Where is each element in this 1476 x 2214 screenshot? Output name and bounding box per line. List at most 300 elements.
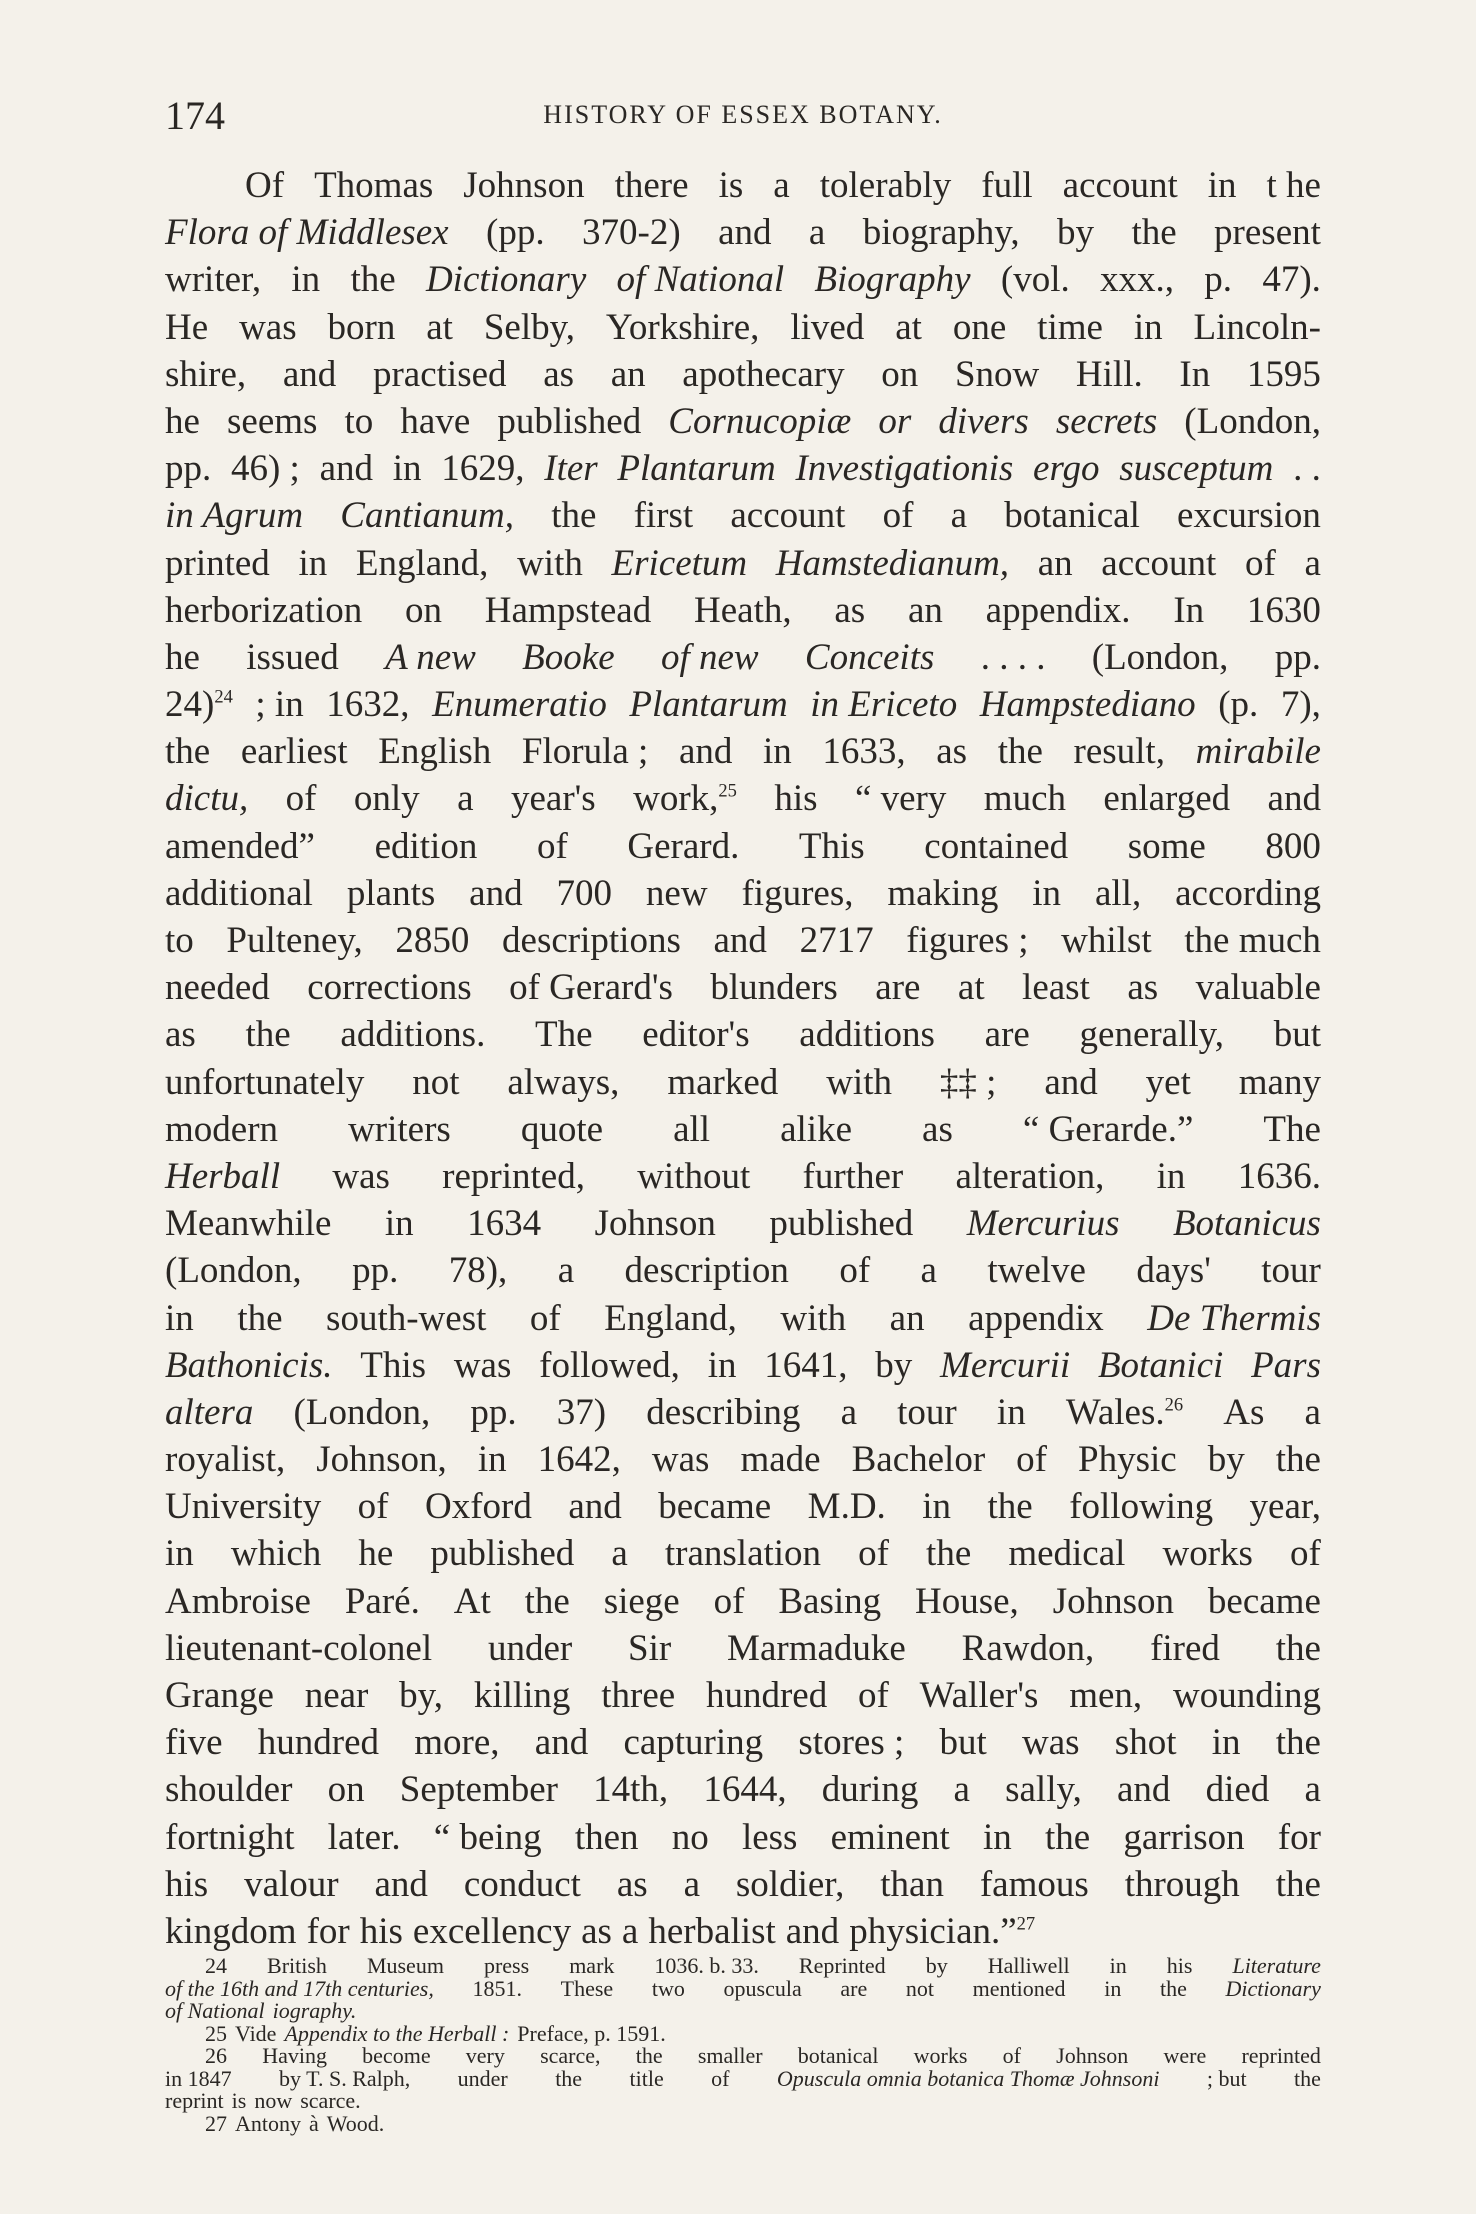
word: . . . .: [980, 636, 1046, 678]
word: during: [821, 1769, 919, 1811]
text-line: [165, 775, 1321, 822]
word: have: [400, 400, 471, 442]
word: in Ericeto: [810, 684, 958, 726]
word: blunders: [710, 967, 838, 1009]
word: September: [399, 1769, 558, 1811]
word: Botanicus: [1172, 1203, 1321, 1245]
word: secrets: [1055, 400, 1158, 442]
word: of: [882, 495, 914, 537]
word: Sir: [628, 1627, 672, 1669]
word: near: [304, 1675, 369, 1716]
footnote-word: the: [555, 2065, 583, 2091]
running-title: HISTORY OF ESSEX BOTANY.: [543, 100, 943, 129]
word: always,: [507, 1061, 620, 1103]
text-line: [165, 492, 1321, 539]
word: susceptum: [1119, 448, 1274, 490]
word: the much: [1184, 920, 1321, 961]
word: conduct: [463, 1863, 581, 1905]
word: alike: [780, 1108, 852, 1150]
word: earliest: [240, 731, 348, 773]
word: later.: [327, 1816, 401, 1858]
word: a: [557, 1250, 575, 1292]
word: an: [889, 1297, 925, 1339]
word: 2850: [395, 920, 470, 961]
word: by: [875, 1344, 913, 1386]
word: plants: [346, 872, 436, 914]
word: Johnson: [463, 165, 585, 206]
word: full: [981, 165, 1033, 206]
word: capturing: [623, 1722, 764, 1764]
text-line: [165, 1153, 1321, 1200]
footnote-word: two: [651, 1975, 685, 2001]
text-line: [165, 1389, 1321, 1436]
word: in: [996, 1391, 1026, 1433]
word: modern: [165, 1108, 279, 1150]
word: This: [360, 1344, 427, 1386]
footnote-word: 1851.: [472, 1975, 523, 2001]
word: 1644,: [703, 1769, 787, 1811]
page-number: 174: [165, 93, 225, 138]
word: He: [165, 306, 209, 348]
word: in: [1032, 872, 1062, 914]
footnote-word: à: [309, 2110, 319, 2136]
footnote-word: Wood.: [326, 2110, 385, 2136]
word: Mercurius: [966, 1203, 1120, 1245]
word: edition: [374, 825, 478, 867]
word: in: [165, 1533, 194, 1575]
word: in: [1207, 165, 1237, 206]
word: on: [881, 353, 919, 395]
word: the: [997, 731, 1043, 773]
word: in: [707, 1344, 737, 1386]
word: Bathonicis.: [165, 1344, 333, 1386]
word: as: [1127, 967, 1159, 1009]
word: famous: [979, 1863, 1089, 1905]
word: Pars: [1251, 1344, 1321, 1386]
footnote-word: smaller: [697, 2043, 763, 2068]
word: and: [713, 920, 767, 961]
word: and: [1267, 778, 1321, 820]
word: are: [984, 1014, 1030, 1056]
word: (London,: [1184, 400, 1321, 442]
word: practised: [372, 353, 507, 395]
word: a: [683, 1863, 700, 1905]
word: pp.: [352, 1250, 399, 1292]
word: 14th,: [593, 1769, 669, 1811]
word: to: [344, 400, 374, 442]
word: the: [1131, 212, 1177, 254]
footnote-word: the: [635, 2043, 663, 2068]
footnote-word: reprint: [165, 2088, 224, 2113]
word: hundred: [705, 1675, 828, 1716]
word: the: [524, 1580, 570, 1622]
word: twelve: [987, 1250, 1086, 1292]
footnote-word: his: [1166, 1953, 1193, 1978]
word: a: [1304, 1391, 1321, 1433]
word: by: [1207, 1439, 1245, 1481]
word: following: [1069, 1486, 1214, 1528]
word: as: [922, 1108, 953, 1150]
word: A new: [385, 636, 476, 678]
word: soldier,: [735, 1863, 845, 1905]
word: as: [936, 731, 968, 773]
word: a: [1304, 1769, 1321, 1811]
footnote-word: mark: [569, 1953, 615, 1978]
word: and: [319, 448, 374, 490]
word: ‡‡ ;: [939, 1061, 997, 1103]
word: in: [298, 542, 328, 584]
text-line: [165, 1625, 1321, 1672]
word: enlarged: [1103, 778, 1231, 820]
text-line: [165, 728, 1321, 775]
word: eminent: [830, 1816, 950, 1858]
word: but: [1273, 1014, 1321, 1056]
word: marked: [667, 1061, 779, 1103]
word: M.D.: [807, 1486, 886, 1528]
word: Ericetum: [611, 542, 748, 584]
word: apothecary: [682, 353, 845, 395]
word: all,: [1094, 872, 1142, 914]
footnote-word: now: [254, 2088, 293, 2113]
word: translation: [664, 1533, 822, 1575]
word: in: [392, 448, 422, 490]
body-text: [165, 162, 1321, 1955]
word: the: [350, 259, 396, 301]
word: describing: [646, 1391, 801, 1433]
footnote-line: [165, 1955, 1321, 1978]
footnote-line: [165, 2090, 1321, 2113]
word: (p.: [1218, 684, 1259, 726]
word: 47).: [1262, 259, 1321, 301]
word: in: [384, 1203, 414, 1245]
word: (pp.: [486, 212, 545, 254]
word: a: [773, 165, 790, 206]
word: in: [983, 1816, 1012, 1858]
text-line: [165, 1295, 1321, 1342]
word: as: [543, 353, 575, 395]
footnote-word: under: [457, 2065, 508, 2091]
word: in: [922, 1486, 952, 1528]
word: royalist,: [165, 1439, 286, 1481]
word: Biography: [814, 259, 971, 301]
word: he: [165, 636, 200, 678]
footnote-word: Reprinted: [798, 1953, 886, 1978]
word: tour: [897, 1391, 957, 1433]
word: Cornucopiæ: [668, 400, 852, 442]
word: Plantarum: [617, 448, 776, 490]
word: the: [245, 1014, 291, 1056]
word: lieutenant-colonel: [165, 1627, 433, 1669]
text-line: [165, 304, 1321, 351]
word: Paré.: [344, 1580, 420, 1622]
word: Thomas: [314, 165, 434, 206]
footnote-word: Having: [262, 2043, 327, 2068]
word: the: [551, 495, 597, 537]
word: of: [285, 778, 317, 820]
word: with: [826, 1061, 892, 1103]
word: shoulder: [165, 1769, 293, 1811]
word: Hampstead: [484, 589, 652, 631]
footnote-word: press: [483, 1953, 530, 1978]
word: fired: [1150, 1627, 1220, 1669]
word: much: [983, 778, 1066, 820]
word: of new: [660, 636, 759, 678]
word: three: [601, 1675, 676, 1716]
word: a: [953, 1769, 970, 1811]
word: figures ;: [906, 920, 1029, 961]
word: pp.: [1274, 636, 1321, 678]
word: Dictionary: [425, 259, 587, 301]
word: Florula ;: [521, 731, 649, 773]
text-line: [165, 1011, 1321, 1058]
word: least: [1022, 967, 1090, 1009]
word: In: [1179, 353, 1211, 395]
word: tolerably: [819, 165, 952, 206]
word: in: [165, 1297, 194, 1339]
word: and: [678, 731, 733, 773]
word: making: [887, 872, 999, 914]
word: In: [1173, 589, 1205, 631]
text-line: [165, 587, 1321, 634]
word: Basing: [778, 1580, 882, 1622]
word: 7),: [1280, 684, 1321, 726]
text-line: [165, 1106, 1321, 1153]
footnote-word: scarce.: [300, 2088, 361, 2113]
footnote-word: 24: [205, 1953, 227, 1978]
word: herborization: [165, 589, 363, 631]
word: a: [611, 1533, 628, 1575]
text-line: [165, 351, 1321, 398]
footnote-word: Opuscula omnia botanica Thomæ Johnsoni: [776, 2065, 1160, 2091]
word: kingdom: [165, 1910, 297, 1952]
word: was: [1022, 1722, 1080, 1764]
text-line: [165, 1247, 1321, 1294]
word: generally,: [1079, 1014, 1225, 1056]
word: the: [1275, 1863, 1321, 1905]
footnote-word: botanical: [797, 2043, 879, 2068]
word: and: [282, 353, 337, 395]
word: alteration,: [955, 1155, 1105, 1197]
word: killing: [473, 1675, 571, 1716]
word: Botanici: [1097, 1344, 1224, 1386]
word: 1630: [1246, 589, 1321, 631]
word: unfortunately: [165, 1061, 365, 1103]
word: a: [840, 1391, 857, 1433]
word: “ Gerarde.”: [1022, 1108, 1194, 1150]
word: of: [357, 1486, 389, 1528]
word: descriptions: [502, 920, 681, 961]
word: was: [651, 1439, 710, 1481]
word: additional: [165, 872, 313, 914]
word: of: [858, 1675, 889, 1716]
text-line: [165, 681, 1321, 728]
footnote-word: Museum: [366, 1953, 444, 1978]
word: are: [875, 967, 921, 1009]
word: for: [1277, 1816, 1321, 1858]
word: 1642,: [537, 1439, 621, 1481]
footnote-word: Literature: [1232, 1953, 1321, 1978]
footnote-word: the: [1159, 1975, 1187, 2001]
word: in Agrum: [165, 495, 304, 537]
word: University: [165, 1486, 322, 1528]
word: wounding: [1172, 1675, 1321, 1716]
word: Plantarum: [629, 684, 788, 726]
word: 1634: [467, 1203, 542, 1245]
word: with: [517, 542, 583, 584]
word: shire,: [165, 353, 247, 395]
word: a: [950, 495, 968, 537]
word: the: [237, 1297, 283, 1339]
word: and: [1044, 1061, 1098, 1103]
word: This: [798, 825, 865, 867]
word: 78),: [448, 1250, 508, 1292]
word: Marmaduke: [727, 1627, 906, 1669]
word: of: [839, 1250, 871, 1292]
word: Booke: [522, 636, 615, 678]
word: then: [574, 1816, 639, 1858]
footnote-word: of: [1002, 2043, 1021, 2068]
word: As: [1223, 1391, 1265, 1433]
word: hundred: [257, 1722, 380, 1764]
word: writers: [348, 1108, 451, 1150]
text-line: [165, 1814, 1321, 1861]
word: an: [1037, 542, 1073, 584]
running-head: [165, 92, 1321, 142]
word: England,: [604, 1297, 737, 1339]
word: 46) ;: [230, 448, 300, 490]
word: and: [785, 1910, 840, 1952]
word: appendix.: [985, 589, 1131, 631]
word: t he: [1266, 165, 1321, 206]
word: died: [1205, 1769, 1270, 1811]
word: a: [621, 1910, 639, 1952]
footnote-word: opuscula: [723, 1975, 802, 2001]
footnote-word: Johnson: [1056, 2043, 1129, 2068]
word: but: [939, 1722, 987, 1764]
text-line: [165, 823, 1321, 870]
word: issued: [246, 636, 339, 678]
footnote-word: is: [231, 2088, 247, 2113]
word: 1595: [1246, 353, 1321, 395]
word: is: [718, 165, 744, 206]
word: was: [332, 1155, 390, 1197]
word: reprinted,: [442, 1155, 585, 1197]
text-line: [165, 256, 1321, 303]
word: his: [359, 1910, 403, 1952]
text-line: [165, 1719, 1321, 1766]
word: 1641,: [764, 1344, 848, 1386]
word: biography,: [862, 212, 1020, 254]
word: (London,: [293, 1391, 431, 1433]
word: an: [610, 353, 646, 395]
word: excursion: [1177, 495, 1321, 537]
footnote-word: 25: [205, 2020, 227, 2046]
word: ergo: [1033, 448, 1100, 490]
word: Meanwhile: [165, 1203, 332, 1245]
word: valour: [244, 1863, 339, 1905]
word: year,: [1249, 1486, 1321, 1528]
word: Mercurii: [940, 1344, 1071, 1386]
text-line: [165, 634, 1321, 681]
word: (vol.: [1000, 259, 1070, 301]
word: as: [581, 1910, 612, 1952]
footnote-word: These: [560, 1975, 614, 2001]
word: 1633,: [822, 731, 906, 773]
text-line: [165, 445, 1321, 492]
word: account: [1101, 542, 1217, 584]
text-line: [165, 964, 1321, 1011]
word: in: [1211, 1722, 1241, 1764]
word: the: [1044, 1816, 1091, 1858]
word: herbalist: [648, 1910, 776, 1952]
word: seems: [227, 400, 318, 442]
word: editor's: [642, 1014, 750, 1056]
text-line: [165, 1436, 1321, 1483]
word: born: [327, 306, 396, 348]
word: fortnight: [165, 1816, 295, 1858]
word: of: [536, 825, 568, 867]
footnote-word: reprinted: [1241, 2043, 1321, 2068]
word: which: [230, 1533, 322, 1575]
word: 800: [1265, 825, 1321, 867]
word: yet: [1145, 1061, 1191, 1103]
word: Of: [245, 165, 285, 206]
word: Hampstediano: [979, 684, 1196, 726]
word: a: [920, 1250, 937, 1292]
text-line: [165, 162, 1321, 209]
word: for: [306, 1910, 350, 1952]
word: garrison: [1123, 1816, 1245, 1858]
text-line: [165, 1766, 1321, 1813]
word: additions: [799, 1014, 935, 1056]
word: time: [1037, 306, 1103, 348]
text-line: [165, 1861, 1321, 1908]
word: 1629,: [441, 448, 525, 490]
word: 700: [556, 872, 613, 914]
word: The: [1263, 1108, 1321, 1150]
text-line: [165, 209, 1321, 256]
word: five: [165, 1722, 223, 1764]
word: Wales.$^{26}$: [1065, 1391, 1184, 1433]
word: Johnson: [594, 1203, 716, 1245]
word: his: [774, 778, 818, 820]
footnote-word: Antony: [235, 2110, 301, 2136]
footnote-word: 1036. b. 33.: [654, 1953, 759, 1978]
word: published: [769, 1203, 914, 1245]
text-line: [165, 1483, 1321, 1530]
word: no: [671, 1816, 709, 1858]
footnote-word: British: [267, 1953, 327, 1978]
word: to: [165, 920, 194, 961]
footnote-word: iography.: [272, 1998, 357, 2023]
footnote-word: in 1847: [165, 2065, 232, 2091]
word: some: [1127, 825, 1206, 867]
word: siege: [603, 1580, 680, 1622]
word: Snow: [954, 353, 1040, 395]
word: on: [327, 1769, 365, 1811]
word: he: [358, 1533, 394, 1575]
word: House,: [915, 1580, 1019, 1622]
footnote-word: works: [913, 2043, 968, 2068]
footnote-word: in: [1109, 1953, 1127, 1978]
word: became: [1207, 1580, 1321, 1622]
footnote-word: 26: [205, 2043, 227, 2068]
footnote-word: of the 16th and 17th centuries,: [165, 1975, 434, 2001]
footnote-word: very: [465, 2043, 505, 2068]
word: there: [614, 165, 689, 206]
word: Herball: [165, 1155, 281, 1197]
word: through: [1124, 1863, 1240, 1905]
